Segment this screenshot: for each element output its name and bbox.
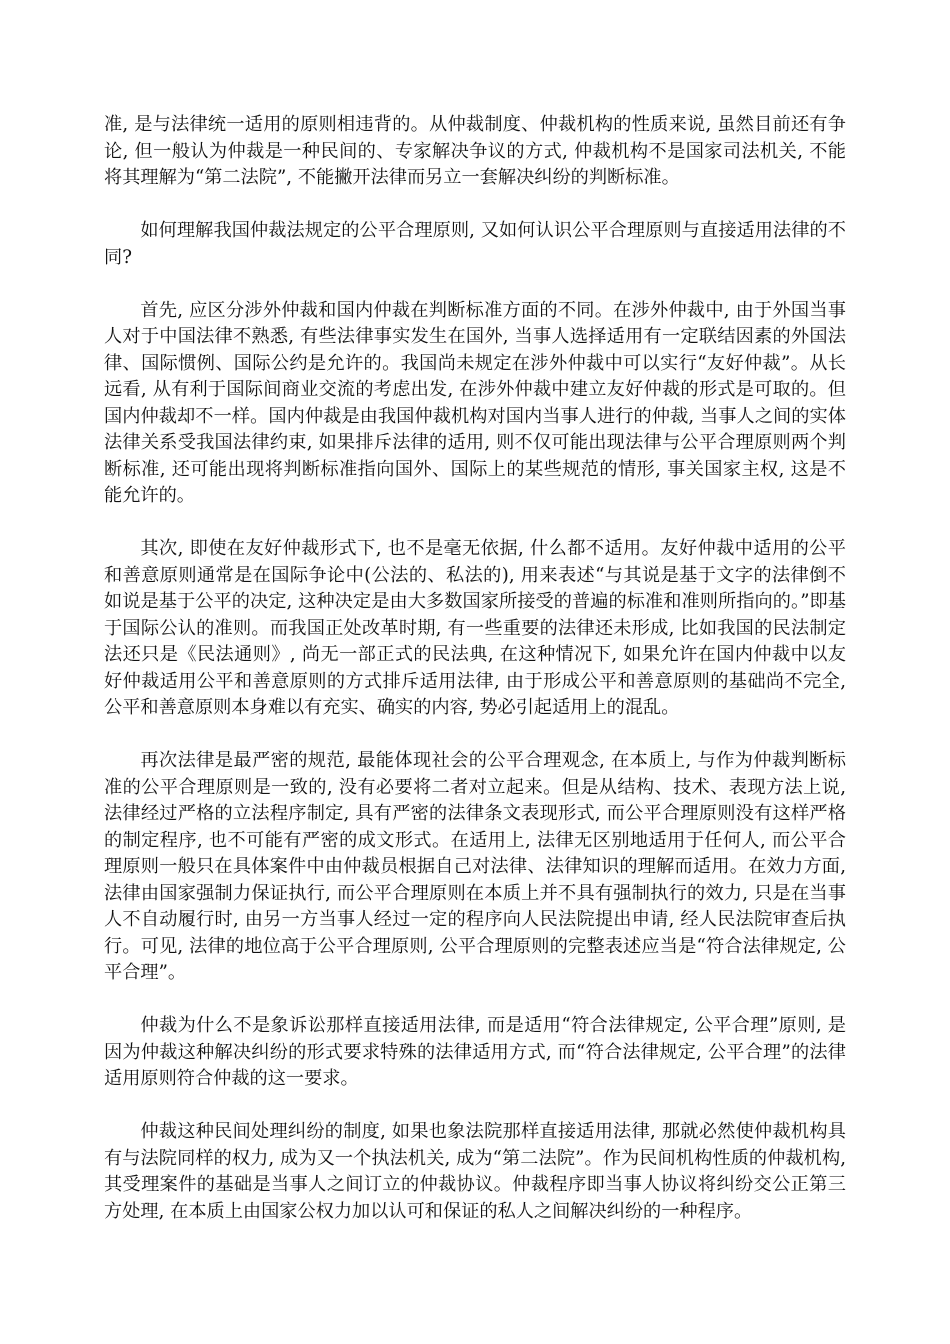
paragraph-first-point: 首先, 应区分涉外仲裁和国内仲裁在判断标准方面的不同。在涉外仲裁中, 由于外国当事人对于中国法律不熟悉, 有些法律事实发生在国外, 当事人选择适用有一定联结因素的外国法律、国际惯例、国际公约是允许的。我国尚未规定在涉外仲裁中可以实行“友好仲裁”。从长远看, 从有利于国际间商业交流的考虑出发, 在涉外仲裁中建立友好仲裁的形式是可取的。但国内仲裁却不一样。国内仲裁是由我国仲裁机构对国内当事人进行的仲裁, 当事人之间的实体法律关系受我国法律约束, 如果排斥法律的适用, 则不仅可能出现法律与公平合理原则两个判断标准, 还可能出现将判断标准指向国外、国际上的某些规范的情形, 事关国家主权, 这是不能允许的。: [104, 299, 846, 506]
document-page: [104, 112, 846, 1225]
paragraph-third-point: 再次法律是最严密的规范, 最能体现社会的公平合理观念, 在本质上, 与作为仲裁判断标准的公平合理原则是一致的, 没有必要将二者对立起来。但是从结构、技术、表现方法上说, 法律经过严格的立法程序制定, 具有严密的法律条文表现形式, 而公平合理原则没有这样严格的制定程序, 也不可能有严密的成文形式。在适用上, 法律无区别地适用于任何人, 而公平合理原则一般只在具体案件中由仲裁员根据自己对法律、法律知识的理解而适用。在效力方面, 法律由国家强制力保证执行, 而公平合理原则在本质上并不具有强制执行的效力, 只是在当事人不自动履行时, 由另一方当事人经过一定的程序向人民法院提出申请, 经人民法院审查后执行。可见, 法律的地位高于公平合理原则, 公平合理原则的完整表述应当是“符合法律规定, 公平合理”。: [104, 750, 846, 983]
paragraph-continuation: 准, 是与法律统一适用的原则相违背的。从仲裁制度、仲裁机构的性质来说, 虽然目前还有争论, 但一般认为仲裁是一种民间的、专家解决争议的方式, 仲裁机构不是国家司法机关, 不能将其理解为“第二法院”, 不能撇开法律而另立一套解决纠纷的判断标准。: [104, 114, 846, 188]
paragraph-arbitration-principle: 仲裁为什么不是象诉讼那样直接适用法律, 而是适用“符合法律规定, 公平合理”原则, 是因为仲裁这种解决纠纷的形式要求特殊的法律适用方式, 而“符合法律规定, 公平合理”的法律适用原则符合仲裁的这一要求。: [104, 1015, 846, 1089]
paragraph-second-point: 其次, 即使在友好仲裁形式下, 也不是毫无依据, 什么都不适用。友好仲裁中适用的公平和善意原则通常是在国际争论中(公法的、私法的), 用来表述“与其说是基于文字的法律倒不如说是基于公平的决定, 这种决定是由大多数国家所接受的普遍的标准和准则所指向的。”即基于国际公认的准则。而我国正处改革时期, 有一些重要的法律还未形成, 比如我国的民法制定法还只是《民法通则》, 尚无一部正式的民法典, 在这种情况下, 如果允许在国内仲裁中以友好仲裁适用公平和善意原则的方式排斥适用法律, 由于形成公平和善意原则的基础尚不完全, 公平和善意原则本身难以有充实、确实的内容, 势必引起适用上的混乱。: [104, 538, 846, 718]
paragraph-arbitration-institution: 仲裁这种民间处理纠纷的制度, 如果也象法院那样直接适用法律, 那就必然使仲裁机构具有与法院同样的权力, 成为又一个执法机关, 成为“第二法院”。作为民间机构性质的仲裁机构, 其受理案件的基础是当事人之间订立的仲裁协议。仲裁程序即当事人协议将纠纷交公正第三方处理, 在本质上由国家公权力加以认可和保证的私人之间解决纠纷的一种程序。: [104, 1121, 846, 1222]
paragraph-question: 如何理解我国仲裁法规定的公平合理原则, 又如何认识公平合理原则与直接适用法律的不同?: [104, 220, 846, 268]
